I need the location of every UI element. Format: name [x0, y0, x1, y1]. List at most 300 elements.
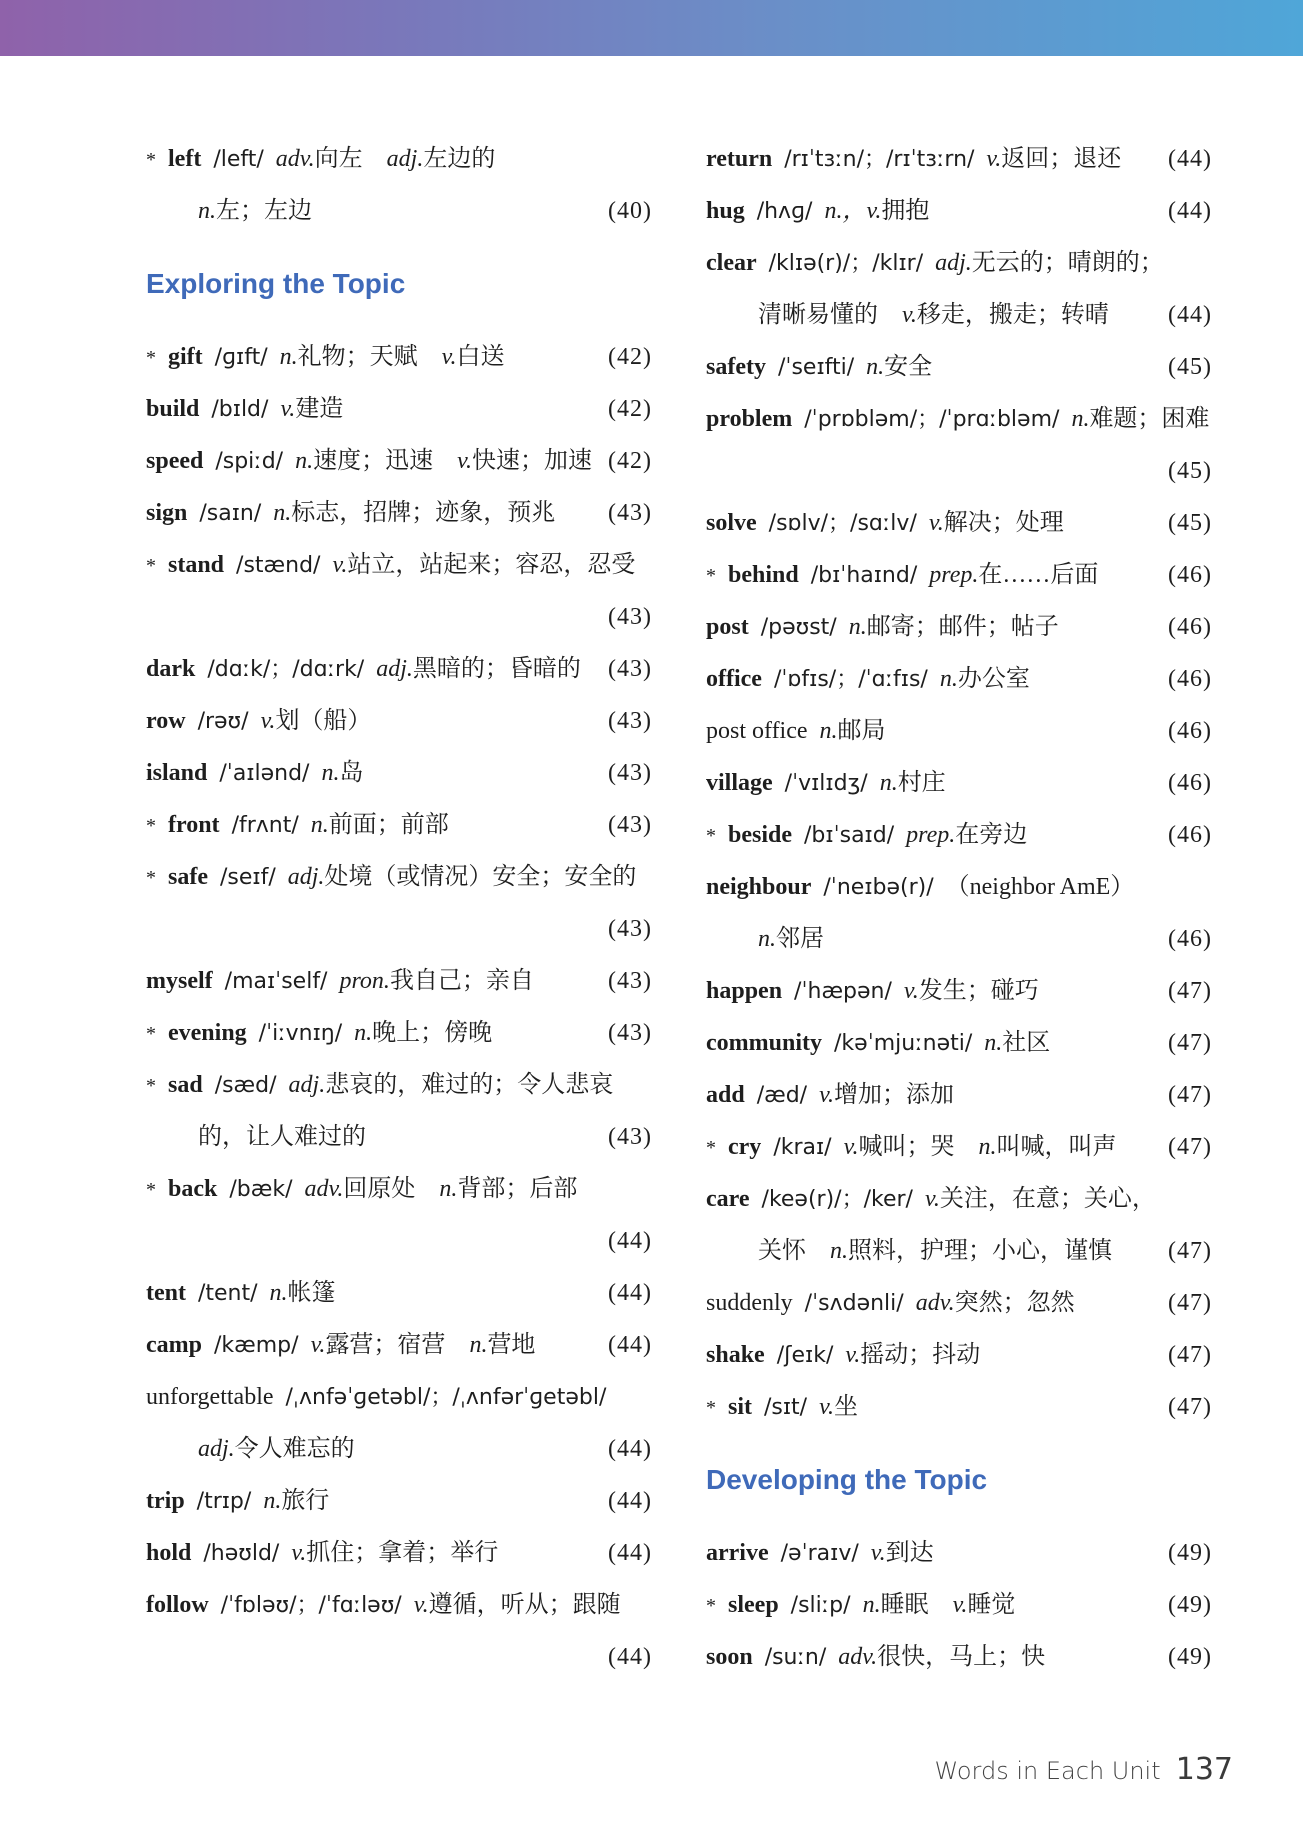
headword: tent [146, 1280, 186, 1306]
phonetic-transcription: /ˈiːvnɪŋ/ [258, 1021, 343, 1046]
definition: 社区 [1002, 1030, 1051, 1056]
definition: 背部；后部 [457, 1176, 578, 1202]
page-footer [935, 1752, 1233, 1787]
definition: 标志，招牌；迹象，预兆 [291, 500, 556, 526]
definition: 返回；退还 [1001, 146, 1122, 172]
headword: myself [146, 968, 213, 994]
phonetic-transcription: /dɑːk/；/dɑːrk/ [207, 657, 365, 682]
vocab-entry-continuation [706, 913, 1212, 965]
vocab-entry-continuation [146, 591, 652, 643]
vocab-entry-continuation [706, 445, 1212, 497]
definition: 睡眠 [880, 1592, 929, 1618]
part-of-speech: n. [354, 1020, 373, 1046]
definition: 遵循，听从；跟随 [428, 1592, 621, 1618]
page-reference: (44) [608, 1488, 652, 1514]
phonetic-transcription: /sɪt/ [764, 1395, 808, 1420]
phonetic-transcription: /ˈvɪlɪdʒ/ [784, 771, 868, 796]
headword: sit [728, 1394, 752, 1420]
definition: 左；左边 [216, 198, 312, 224]
headword: suddenly [706, 1290, 793, 1316]
part-of-speech: n. [269, 1280, 288, 1306]
vocab-entry [706, 393, 1212, 445]
vocab-entry [706, 133, 1212, 185]
phonetic-transcription: /kæmp/ [214, 1333, 299, 1358]
vocab-entry [146, 1059, 652, 1111]
definition: 睡觉 [967, 1592, 1016, 1618]
part-of-speech: n. [1071, 406, 1090, 432]
part-of-speech: n. [295, 448, 314, 474]
page-reference: (47) [1168, 1030, 1212, 1056]
vocab-entry [706, 1069, 1212, 1121]
part-of-speech: n. [263, 1488, 282, 1514]
headword: add [706, 1082, 745, 1108]
part-of-speech: pron. [339, 968, 390, 994]
star-marker: * [146, 347, 156, 369]
vocab-entry [706, 1017, 1212, 1069]
definition: 向左 [314, 146, 363, 172]
page-reference: (43) [608, 604, 652, 630]
part-of-speech: adv. [838, 1644, 878, 1670]
page-reference: (44) [608, 1280, 652, 1306]
phonetic-transcription: /bɪˈhaɪnd/ [810, 563, 918, 588]
part-of-speech: v. [845, 1342, 861, 1368]
star-marker: * [146, 555, 156, 577]
headword: happen [706, 978, 783, 1004]
headword: safety [706, 354, 766, 380]
vocab-entry-continuation [706, 1225, 1212, 1277]
headword: row [146, 708, 186, 734]
section-heading: Exploring the Topic [146, 268, 406, 299]
page-reference: (46) [1168, 614, 1212, 640]
definition: 解决；处理 [943, 510, 1064, 536]
part-of-speech: n. [978, 1134, 997, 1160]
definition: 办公室 [957, 666, 1030, 692]
phonetic-transcription: /ˈhæpən/ [794, 979, 892, 1004]
definition: 发生；碰巧 [918, 978, 1039, 1004]
part-of-speech: adv. [915, 1290, 955, 1316]
part-of-speech: v. [819, 1394, 834, 1420]
definition: 关注，在意；关心， [939, 1186, 1156, 1212]
definition: 处境（或情况）安全；安全的 [324, 864, 637, 890]
vocab-entry [146, 1007, 652, 1059]
headword: soon [706, 1644, 753, 1670]
headword: follow [146, 1592, 209, 1618]
star-marker: * [146, 1023, 156, 1045]
definition: 建造 [295, 396, 344, 422]
definition: 旅行 [281, 1488, 330, 1514]
page-reference: (43) [608, 812, 652, 838]
phonetic-transcription: /suːn/ [764, 1645, 827, 1670]
page-reference: (43) [608, 760, 652, 786]
vocab-entry [146, 1319, 652, 1371]
phonetic-transcription: /ˈneɪbə(r)/ [823, 875, 934, 900]
definition: 在旁边 [955, 822, 1028, 848]
star-marker: * [706, 825, 716, 847]
vocab-entry-continuation [146, 1631, 652, 1683]
star-marker: * [706, 1397, 716, 1419]
part-of-speech: n. [984, 1030, 1003, 1056]
definition: 令人难忘的 [234, 1436, 355, 1462]
phonetic-transcription: /bæk/ [229, 1177, 293, 1202]
phonetic-transcription: /ɡɪft/ [214, 345, 268, 370]
part-of-speech: n. [439, 1176, 458, 1202]
phonetic-transcription: /ˈsʌdənli/ [804, 1291, 904, 1316]
phonetic-transcription: /ˈfɒləʊ/；/ˈfɑːləʊ/ [220, 1593, 402, 1618]
headword: community [706, 1030, 822, 1056]
definition: 增加；添加 [833, 1082, 954, 1108]
phonetic-transcription: /ˈaɪlənd/ [219, 761, 310, 786]
part-of-speech: v. [870, 1540, 886, 1566]
vocab-entry [706, 809, 1212, 861]
part-of-speech: v. [952, 1592, 968, 1618]
phonetic-transcription: /æd/ [756, 1083, 808, 1108]
headword: safe [168, 864, 208, 890]
vocab-entry [146, 1371, 652, 1423]
headword: dark [146, 656, 196, 682]
definition: 喊叫；哭 [858, 1134, 955, 1160]
definition: 抓住；拿着；举行 [306, 1540, 499, 1566]
phonetic-transcription: /sliːp/ [790, 1593, 851, 1618]
part-of-speech: adj. [287, 864, 325, 890]
page-reference: (44) [608, 1540, 652, 1566]
phonetic-transcription: /trɪp/ [196, 1489, 252, 1514]
star-marker: * [706, 565, 716, 587]
part-of-speech: n. [939, 666, 958, 692]
headword: arrive [706, 1540, 769, 1566]
part-of-speech: v. [260, 708, 276, 734]
headword: cry [728, 1134, 762, 1160]
part-of-speech: v. [843, 1134, 859, 1160]
phonetic-transcription: /frʌnt/ [231, 813, 299, 838]
definition: 前面；前部 [328, 812, 449, 838]
vocab-entry-continuation [146, 1423, 652, 1475]
phonetic-transcription: /klɪə(r)/；/klɪr/ [768, 251, 924, 276]
part-of-speech: n.，v. [824, 198, 882, 224]
page-reference: (45) [1168, 354, 1212, 380]
part-of-speech: v. [441, 344, 457, 370]
headword: problem [706, 406, 793, 432]
part-of-speech: adj. [288, 1072, 326, 1098]
vocab-entry [706, 757, 1212, 809]
phonetic-transcription: /bɪˈsaɪd/ [804, 823, 895, 848]
part-of-speech: prep. [906, 822, 956, 848]
definition: 白送 [456, 344, 505, 370]
headword: camp [146, 1332, 202, 1358]
page-reference: (42) [608, 396, 652, 422]
part-of-speech: n. [273, 500, 292, 526]
page-reference: (45) [1168, 510, 1212, 536]
definition: 回原处 [343, 1176, 416, 1202]
vocab-entry [706, 1173, 1212, 1225]
definition: 快速；加速 [471, 448, 592, 474]
part-of-speech: adj. [935, 250, 972, 276]
definition: 关怀 [758, 1238, 806, 1264]
vocab-entry [706, 705, 1212, 757]
page-reference: (42) [608, 344, 652, 370]
part-of-speech: v. [291, 1540, 307, 1566]
vocab-entry [706, 237, 1212, 289]
vocab-entry [146, 1527, 652, 1579]
part-of-speech: v. [413, 1592, 429, 1618]
headword: stand [168, 552, 225, 578]
vocab-entry [146, 955, 652, 1007]
page-reference: (43) [608, 1124, 652, 1150]
definition: 黑暗的；昏暗的 [412, 656, 581, 682]
part-of-speech: v. [457, 448, 472, 474]
part-of-speech: prep. [929, 562, 979, 588]
definition: 到达 [885, 1540, 934, 1566]
page-reference: (47) [1168, 978, 1212, 1004]
headword: gift [168, 344, 203, 370]
phonetic-transcription: /seɪf/ [219, 865, 276, 890]
vocab-entry [706, 1579, 1212, 1631]
vocab-entry [146, 133, 652, 185]
headword: front [168, 812, 220, 838]
part-of-speech: n. [198, 198, 216, 224]
phonetic-transcription: /pəʊst/ [760, 615, 837, 640]
headword: trip [146, 1488, 185, 1514]
page-number: 137 [1175, 1752, 1233, 1787]
page-reference: (46) [1168, 562, 1212, 588]
vocab-entry [706, 1329, 1212, 1381]
page-reference: (47) [1168, 1394, 1212, 1420]
page-reference: (45) [1168, 458, 1212, 484]
star-marker: * [146, 1179, 156, 1201]
definition: 村庄 [897, 770, 946, 796]
definition: 邮寄；邮件；帖子 [866, 614, 1059, 640]
headword: hug [706, 198, 745, 224]
definition: 礼物；天赋 [297, 344, 418, 370]
definition: 邮局 [837, 718, 886, 744]
star-marker: * [146, 867, 156, 889]
definition: 突然；忽然 [954, 1290, 1075, 1316]
definition: 左边的 [423, 146, 496, 172]
variant-spelling: （neighbor AmE） [945, 874, 1135, 900]
phonetic-transcription: /əˈraɪv/ [780, 1541, 859, 1566]
part-of-speech: adj. [198, 1436, 235, 1462]
phonetic-transcription: /ʃeɪk/ [776, 1343, 834, 1368]
definition: 帐篷 [287, 1280, 336, 1306]
definition: 清晰易懂的 [758, 302, 878, 328]
vocab-entry [146, 435, 652, 487]
phonetic-transcription: /hʌɡ/ [756, 199, 813, 224]
vocab-entry [706, 861, 1212, 913]
definition: 悲哀的，难过的；令人悲哀 [325, 1072, 614, 1098]
footer-label: Words in Each Unit [934, 1757, 1161, 1785]
definition: 露营；宿营 [325, 1332, 446, 1358]
definition: 划（船） [275, 708, 372, 734]
headword: sign [146, 500, 188, 526]
vocab-entry-continuation [146, 1111, 652, 1163]
page-reference: (44) [608, 1332, 652, 1358]
definition: 岛 [339, 760, 364, 786]
phonetic-transcription: /rəʊ/ [197, 709, 249, 734]
phonetic-transcription: /kraɪ/ [773, 1135, 832, 1160]
headword: post [706, 614, 749, 640]
vocab-entry [706, 497, 1212, 549]
page-reference: (47) [1168, 1082, 1212, 1108]
definition: 摇动；抖动 [860, 1342, 981, 1368]
headword: sleep [728, 1592, 779, 1618]
vocab-entry-continuation [706, 289, 1212, 341]
page-reference: (46) [1168, 822, 1212, 848]
vocab-entry [706, 1121, 1212, 1173]
star-marker: * [706, 1595, 716, 1617]
vocab-entry [146, 643, 652, 695]
phonetic-transcription: /ˈprɒbləm/；/ˈprɑːbləm/ [804, 407, 1060, 432]
headword: evening [168, 1020, 247, 1046]
definition: 很快，马上；快 [877, 1644, 1046, 1670]
page-reference: (42) [608, 448, 652, 474]
page-reference: (46) [1168, 926, 1212, 952]
vocab-entry [146, 539, 652, 591]
part-of-speech: v. [986, 146, 1002, 172]
vocab-entry [146, 1163, 652, 1215]
vocab-entry [146, 747, 652, 799]
vocab-entry [146, 851, 652, 903]
page-reference: (47) [1168, 1134, 1212, 1160]
part-of-speech: v. [310, 1332, 326, 1358]
part-of-speech: n. [819, 718, 838, 744]
phonetic-transcription: /stænd/ [236, 553, 321, 578]
vocab-entry [146, 1579, 652, 1631]
definition: 我自己；亲自 [389, 968, 534, 994]
right-column [706, 133, 1212, 1683]
vocab-entry [706, 185, 1212, 237]
page-reference: (49) [1168, 1592, 1212, 1618]
vocab-entry [706, 965, 1212, 1017]
page-reference: (43) [608, 500, 652, 526]
part-of-speech: v. [280, 396, 296, 422]
phonetic-transcription: /left/ [213, 147, 264, 172]
vocab-entry [706, 549, 1212, 601]
page-reference: (46) [1168, 718, 1212, 744]
headword: left [168, 146, 202, 172]
header-gradient-band [0, 0, 1303, 56]
vocab-entry [146, 487, 652, 539]
part-of-speech: n. [879, 770, 898, 796]
phonetic-transcription: /ˈɒfɪs/；/ˈɑːfɪs/ [773, 667, 928, 692]
part-of-speech: adv. [304, 1176, 344, 1202]
phonetic-transcription: /ˈseɪfti/ [777, 355, 855, 380]
headword: return [706, 146, 773, 172]
part-of-speech: n. [848, 614, 867, 640]
part-of-speech: adv. [275, 146, 315, 172]
page-reference: (43) [608, 968, 652, 994]
headword: village [706, 770, 773, 796]
phonetic-transcription: /spiːd/ [215, 449, 284, 474]
part-of-speech: v. [902, 302, 917, 328]
headword: solve [706, 510, 757, 536]
vocab-entry [706, 1277, 1212, 1329]
vocab-entry [146, 331, 652, 383]
page-reference: (44) [608, 1644, 652, 1670]
part-of-speech: v. [819, 1082, 834, 1108]
part-of-speech: v. [903, 978, 919, 1004]
headword: unforgettable [146, 1384, 274, 1410]
definition: 邻居 [776, 926, 824, 952]
definition: 的，让人难过的 [198, 1124, 366, 1150]
page-reference: (43) [608, 1020, 652, 1046]
phonetic-transcription: /sæd/ [214, 1073, 277, 1098]
definition: 站立，站起来；容忍，忍受 [347, 552, 636, 578]
vocab-entry [706, 601, 1212, 653]
page-reference: (44) [1168, 146, 1212, 172]
vocab-entry-continuation [146, 1215, 652, 1267]
vocab-entry [706, 341, 1212, 393]
phonetic-transcription: /sɒlv/；/sɑːlv/ [768, 511, 917, 536]
page-reference: (47) [1168, 1342, 1212, 1368]
definition: 速度；迅速 [313, 448, 434, 474]
phonetic-transcription: /maɪˈself/ [224, 969, 328, 994]
phonetic-transcription: /kəˈmjuːnəti/ [834, 1031, 973, 1056]
page-reference: (44) [1168, 198, 1212, 224]
part-of-speech: n. [862, 1592, 881, 1618]
vocab-entry [146, 1475, 652, 1527]
left-column [146, 133, 652, 1683]
star-marker: * [146, 815, 156, 837]
part-of-speech: adj. [386, 146, 424, 172]
part-of-speech: n. [866, 354, 885, 380]
part-of-speech: n. [279, 344, 298, 370]
headword: sad [168, 1072, 203, 1098]
headword: post office [706, 718, 808, 744]
part-of-speech: n. [469, 1332, 488, 1358]
vocab-entry [706, 1381, 1212, 1433]
phonetic-transcription: /rɪˈtɜːn/；/rɪˈtɜːrn/ [784, 147, 975, 172]
vocab-entry [146, 695, 652, 747]
definition: 拥抱 [881, 198, 930, 224]
definition: 难题；困难 [1089, 406, 1210, 432]
part-of-speech: v. [924, 1186, 940, 1212]
phonetic-transcription: /həʊld/ [203, 1541, 280, 1566]
definition: 坐 [833, 1394, 858, 1420]
page-reference: (44) [608, 1436, 652, 1462]
vocab-entry [146, 799, 652, 851]
headword: hold [146, 1540, 192, 1566]
page-reference: (47) [1168, 1238, 1212, 1264]
definition: 照料，护理；小心，谨慎 [848, 1238, 1112, 1264]
phonetic-transcription: /tent/ [197, 1281, 258, 1306]
part-of-speech: n. [310, 812, 329, 838]
headword: neighbour [706, 874, 812, 900]
page-reference: (46) [1168, 666, 1212, 692]
headword: island [146, 760, 208, 786]
page-reference: (43) [608, 656, 652, 682]
headword: build [146, 396, 200, 422]
vocab-entry [146, 383, 652, 435]
part-of-speech: n. [758, 926, 776, 952]
definition: 安全 [884, 354, 933, 380]
headword: speed [146, 448, 204, 474]
section-heading: Developing the Topic [706, 1464, 988, 1495]
headword: clear [706, 250, 757, 276]
part-of-speech: v. [928, 510, 944, 536]
headword: behind [728, 562, 799, 588]
vocab-entry-continuation [146, 185, 652, 237]
page-reference: (49) [1168, 1644, 1212, 1670]
part-of-speech: v. [332, 552, 348, 578]
phonetic-transcription: /bɪld/ [211, 397, 269, 422]
vocab-entry [706, 1527, 1212, 1579]
page-reference: (47) [1168, 1290, 1212, 1316]
page-reference: (49) [1168, 1540, 1212, 1566]
headword: back [168, 1176, 218, 1202]
page-reference: (43) [608, 708, 652, 734]
headword: beside [728, 822, 793, 848]
star-marker: * [146, 149, 156, 171]
vocab-entry [146, 1267, 652, 1319]
